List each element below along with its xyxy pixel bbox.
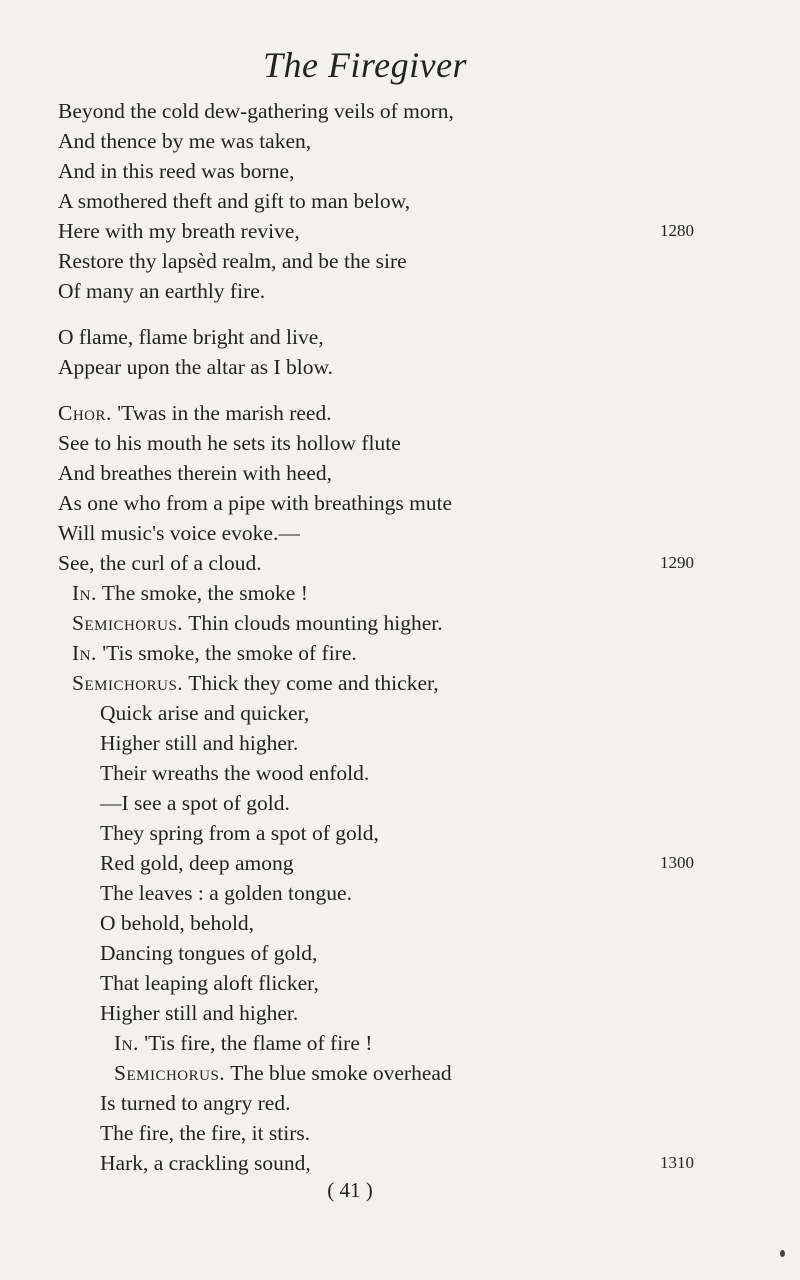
verse-line: —I see a spot of gold.: [100, 791, 290, 815]
verse-line: O flame, flame bright and live,: [58, 325, 324, 349]
verse-line: Is turned to angry red.: [100, 1091, 291, 1115]
line-number: 1310: [660, 1153, 694, 1172]
page-number: ( 41 ): [327, 1178, 373, 1202]
running-head: The Firegiver: [262, 45, 468, 85]
verse-line-with-speaker: [58, 398, 332, 428]
verse-line: Dancing tongues of gold,: [100, 941, 318, 965]
line-number: 1300: [660, 853, 694, 872]
line-number: 1290: [660, 553, 694, 572]
verse-line: Higher still and higher.: [100, 1001, 299, 1025]
line-number: 1280: [660, 221, 694, 240]
speaker-label: Semichorus.: [72, 611, 184, 635]
verse-line: Beyond the cold dew-gathering veils of morn,: [58, 99, 454, 123]
verse-line: Higher still and higher.: [100, 731, 299, 755]
verse-line: As one who from a pipe with breathings mute: [58, 491, 453, 515]
verse-line-with-speaker: [72, 608, 443, 638]
ink-speck: [780, 1250, 785, 1257]
verse-line: Of many an earthly fire.: [58, 279, 266, 303]
verse-line-with-speaker: [114, 1058, 452, 1088]
verse-line: See, the curl of a cloud.: [58, 551, 262, 575]
verse-line: The leaves : a golden tongue.: [100, 881, 352, 905]
verse-line: The fire, the fire, it stirs.: [100, 1121, 311, 1145]
verse-line: See to his mouth he sets its hollow flute: [58, 431, 401, 455]
verse-line: And thence by me was taken,: [58, 129, 312, 153]
verse-text: Thick they come and thicker,: [188, 671, 439, 695]
speaker-label: In.: [72, 581, 97, 605]
verse-line: Restore thy lapsèd realm, and be the sire: [58, 249, 407, 273]
verse-line-with-speaker: [114, 1028, 372, 1058]
verse-line: Red gold, deep among: [100, 851, 294, 875]
verse-text: 'Tis fire, the flame of fire !: [144, 1031, 373, 1055]
verse-line-with-speaker: [72, 668, 439, 698]
verse-text: The blue smoke overhead: [230, 1061, 452, 1085]
verse-line: Will music's voice evoke.—: [58, 521, 300, 545]
speaker-label: In.: [114, 1031, 139, 1055]
verse-line: Quick arise and quicker,: [100, 701, 310, 725]
verse-text: 'Tis smoke, the smoke of fire.: [102, 641, 357, 665]
verse-line: Appear upon the altar as I blow.: [58, 355, 334, 379]
verse-line: O behold, behold,: [100, 911, 255, 935]
verse-line: And breathes therein with heed,: [58, 461, 333, 485]
verse-line: And in this reed was borne,: [58, 159, 295, 183]
verse-line-with-speaker: [72, 638, 357, 668]
verse-line: They spring from a spot of gold,: [100, 821, 379, 845]
speaker-label: In.: [72, 641, 97, 665]
verse-line: Their wreaths the wood enfold.: [100, 761, 370, 785]
verse-text: 'Twas in the marish reed.: [117, 401, 332, 425]
verse-text: Thin clouds mounting higher.: [188, 611, 443, 635]
speaker-label: Semichorus.: [114, 1061, 226, 1085]
verse-line-with-speaker: [72, 578, 308, 608]
verse-text: The smoke, the smoke !: [101, 581, 308, 605]
verse-line: Here with my breath revive,: [58, 219, 300, 243]
speaker-label: Chor.: [58, 401, 112, 425]
verse-line: Hark, a crackling sound,: [100, 1151, 311, 1175]
verse-line: A smothered theft and gift to man below,: [58, 189, 411, 213]
speaker-label: Semichorus.: [72, 671, 184, 695]
verse-line: That leaping aloft flicker,: [100, 971, 319, 995]
